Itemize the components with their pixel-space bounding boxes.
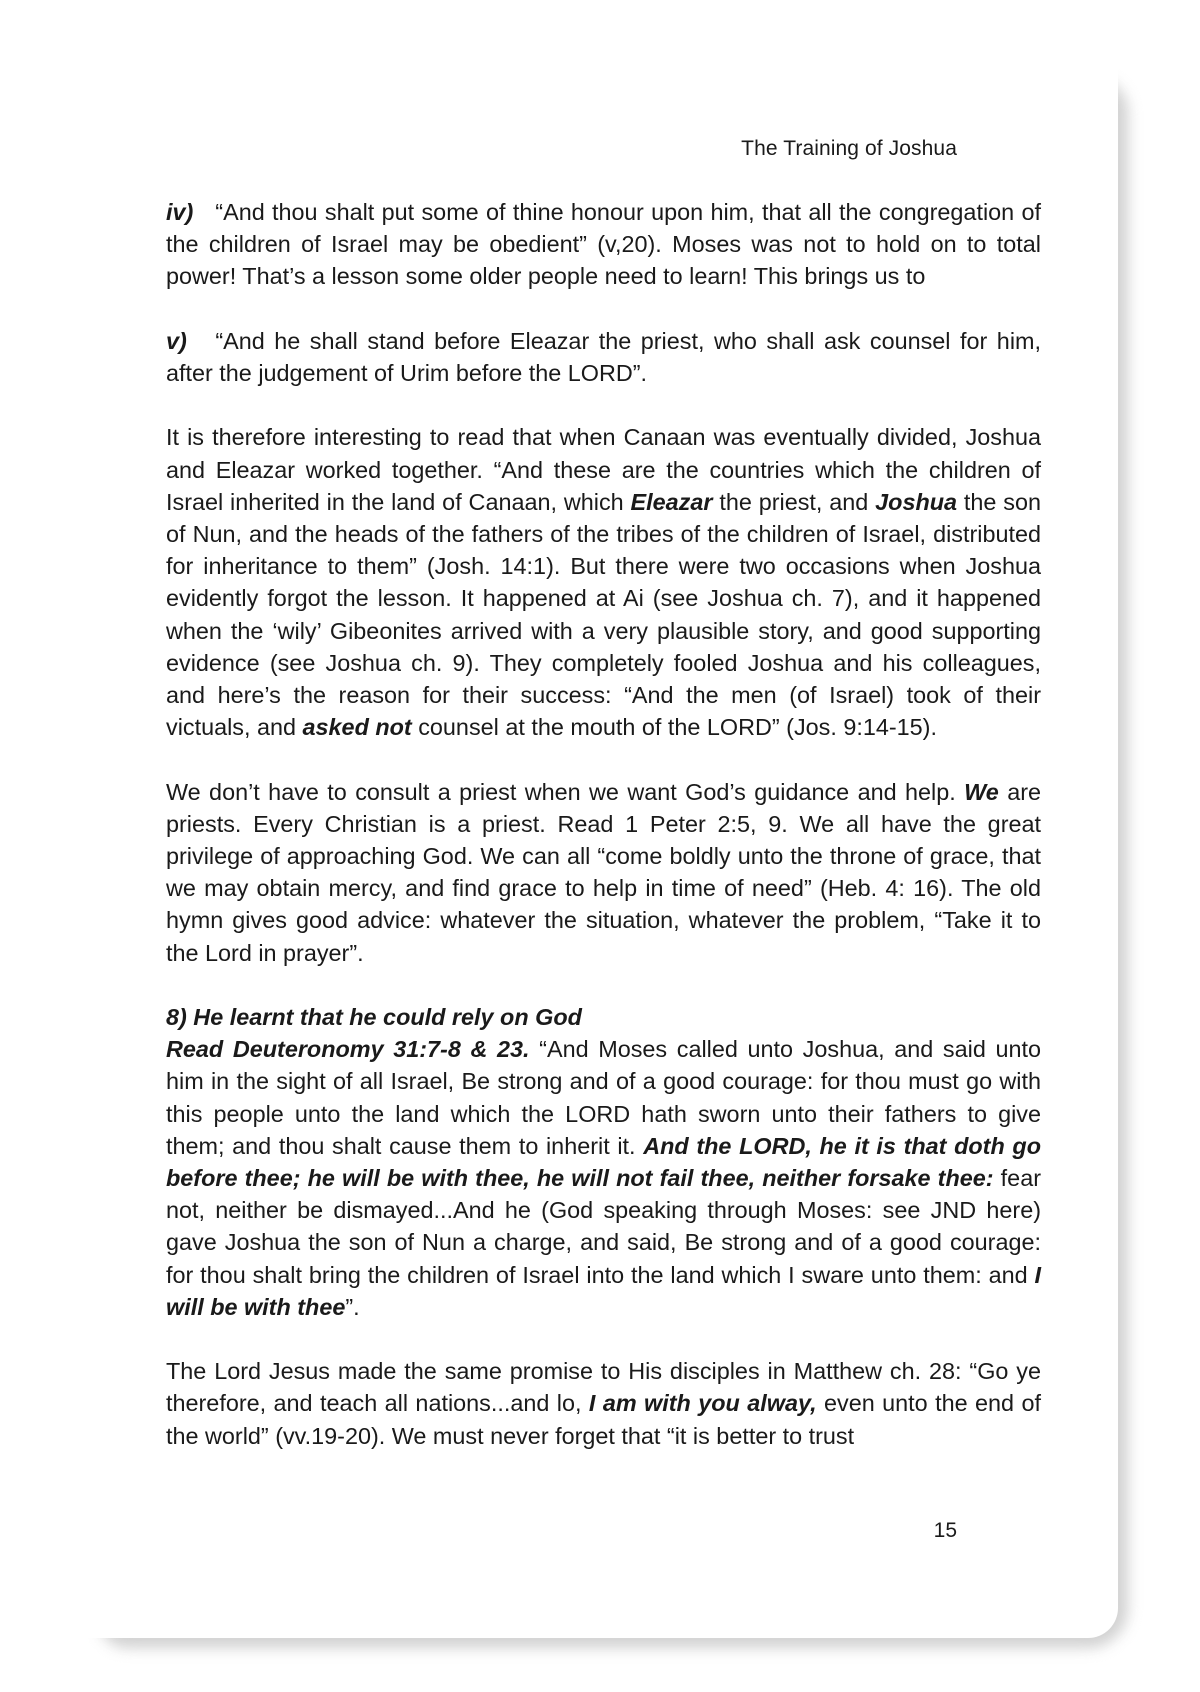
running-header-title: The Training of Joshua	[741, 137, 957, 160]
section-heading	[166, 1001, 1041, 1033]
text-run: We don’t have to consult a priest when we want God’s guidance and help.	[166, 778, 965, 805]
text-run: It is therefore interesting to read that when Canaan was eventually divided, Joshua and Eleazar worked together. “And these are the countries which the children of Israel inherited in the land of Canaan, which	[166, 424, 1041, 515]
text-run: the priest, and	[712, 488, 876, 515]
text-run: the son of Nun, and the heads of the fathers of the tribes of the children of Israel, distributed for inheritance to them” (Josh. 14:1). But there were two occasions when Joshua evidently forgot the lesson. It happened at Ai (see Joshua ch. 7), and it happened when the ‘wily’ Gibeonites arrived with a very plausible story, and good supporting evidence (see Joshua ch. 9). They completely fooled Joshua and his colleagues, and here’s the reason for their success: “And the men (of Israel) took of their victuals, and	[166, 488, 1042, 741]
paragraph-deuteronomy	[166, 1033, 1041, 1323]
emphasis-we: We	[964, 778, 999, 805]
emphasis-asked-not: asked not	[302, 714, 412, 741]
paragraph-eleazar	[166, 421, 1041, 743]
text-run: “And Moses called unto Joshua, and said unto him in the sight of all Israel, Be strong and of a good courage: for thou must go with this people unto the land which the LORD hath sworn unto their fathers to give them; and thou shalt cause them to inherit it.	[166, 1036, 1041, 1159]
text-run: ”.	[345, 1293, 360, 1320]
paragraph-v	[166, 325, 1041, 389]
emphasis-alway: I am with you alway,	[588, 1390, 817, 1417]
text-run: are priests. Every Christian is a priest. Read 1 Peter 2:5, 9. We all have the great privilege of approaching God. We can all “come boldly unto the throne of grace, that we may obtain mercy, and find grace to help in time of need” (Heb. 4: 16). The old hymn gives good advice: whatever the situation, whatever the problem, “Take it to the Lord in prayer”.	[166, 778, 1042, 966]
emphasis-joshua: Joshua	[875, 488, 958, 515]
text-run: fear not, neither be dismayed...And he (God speaking through Moses: see JND here) gave Joshua the son of Nun a charge, and said, Be strong and of a good courage: for thou shalt bring the children of Israel into the land which I sware unto them: and	[166, 1165, 1041, 1288]
emphasis-promise: And the LORD, he it is that doth go before thee; he will be with thee, he will not fail thee, neither forsake thee:	[166, 1132, 1041, 1192]
page-body	[166, 196, 1041, 1452]
text-run: even unto the end of the world” (vv.19-20). We must never forget that “it is better to trust	[166, 1390, 1041, 1449]
text-run: counsel at the mouth of the LORD” (Jos. 9:14-15).	[411, 714, 937, 741]
emphasis-eleazar: Eleazar	[630, 488, 713, 515]
paragraph-iv-text: “And thou shalt put some of thine honour upon him, that all the congregation of the children of Israel may be obedient” (v,20). Moses was not to hold on to total power! That’s a lesson some older people need to learn! This brings us to	[166, 199, 1041, 290]
paragraph-matthew	[166, 1355, 1041, 1452]
paragraph-priests	[166, 776, 1041, 969]
list-label-v: v)	[166, 327, 187, 354]
paragraph-iv	[166, 196, 1041, 293]
text-run: The Lord Jesus made the same promise to His disciples in Matthew ch. 28: “Go ye therefore, and teach all nations...and lo,	[166, 1358, 1041, 1417]
section-heading-text: 8) He learnt that he could rely on God	[166, 1004, 582, 1031]
emphasis-reference: Read Deuteronomy 31:7-8 & 23.	[166, 1036, 530, 1063]
paragraph-v-text: “And he shall stand before Eleazar the priest, who shall ask counsel for him, after the judgement of Urim before the LORD”.	[166, 327, 1041, 386]
page-number: 15	[933, 1519, 957, 1542]
list-label-iv: iv)	[166, 199, 194, 225]
emphasis-with-thee: I will be with thee	[166, 1261, 1041, 1320]
